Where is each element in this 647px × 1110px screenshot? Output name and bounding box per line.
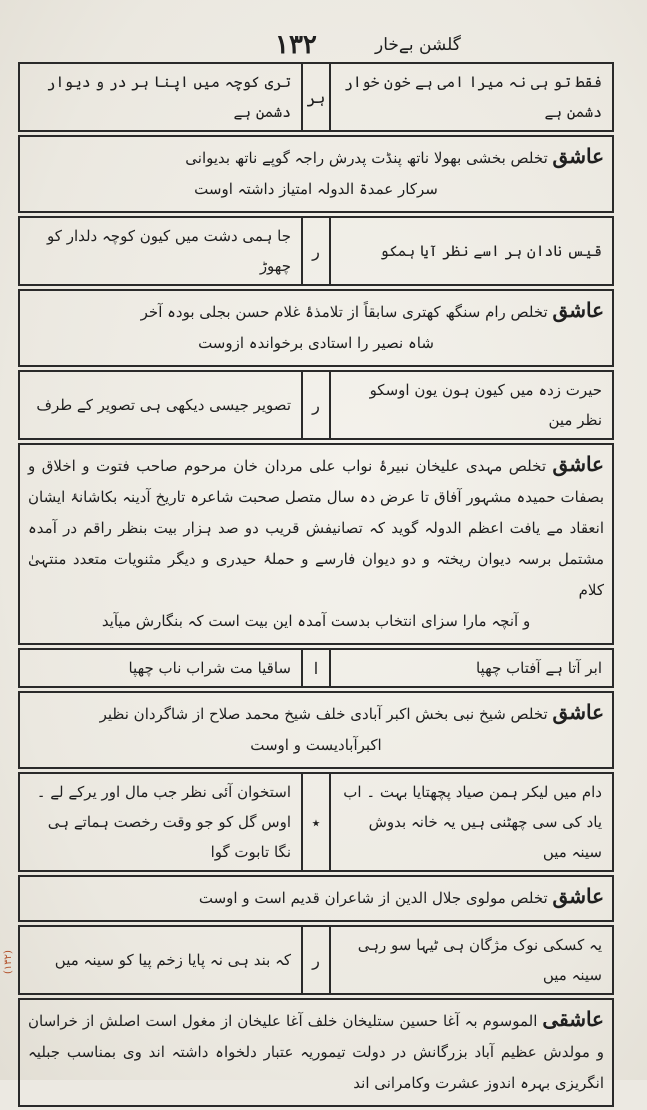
poet-name: عاشق xyxy=(552,144,604,168)
page-header xyxy=(20,28,610,64)
biography-text: الموسوم بہ آغا حسین ستلیخان خلف آغا علیخان از مغول است اصلش از خراسان و مولدش عظیم آباد بزرگانش در دولت تیموریہ عتبار دلخواہ داشتہ اند وی بمناسب جبلیہ انگریزی بہرہ اندوز عشرت وکامرانی اند xyxy=(28,1012,604,1092)
poet-name: عاشق xyxy=(552,700,604,724)
hemistich-left: تری کوچہ میں اپنا ہر در و دیوار دشمن ہے xyxy=(46,73,291,121)
verse-row xyxy=(18,370,614,440)
poet-biography xyxy=(18,443,614,645)
hemistich-right: فقط تو ہی نہ میرا امی ہے خون خوار دشمن ہے xyxy=(344,73,602,121)
poet-biography xyxy=(18,998,614,1107)
biography-closing: شاہ نصیر را استادی برخواندہ ازوست xyxy=(198,334,434,352)
poet-biography xyxy=(18,875,614,922)
biography-closing: سرکار عمدۃ الدولہ امتیاز داشتہ اوست xyxy=(194,180,438,198)
poet-biography xyxy=(18,135,614,213)
biography-closing: و آنچہ مارا سزای انتخاب بدست آمدہ این بیت است کہ بنگارش میآید xyxy=(101,612,531,630)
hemistich-left: استخوان آئی نظر جب مال اور یرکے لے ۔ اوس گل کو جو وقت رخصت ہماتے ہی نگا تابوت گوا xyxy=(36,783,291,861)
running-head: گلشن بےخار xyxy=(375,35,461,55)
hemistich-right: یہ کسکی نوک مژگان ہی ٹیہا سو رہی سینہ میں xyxy=(357,936,602,984)
biography-closing: اکبرآبادیست و اوست xyxy=(250,736,382,754)
hemistich-left: ساقیا مت شراب ناب چھپا xyxy=(128,659,291,677)
page-body xyxy=(18,62,614,1110)
biography-text: تخلص بخشی بھولا ناتھ پنڈت پدرش راجہ گوپے ناتھ بدیوانی xyxy=(185,149,548,167)
poet-name: عاشق xyxy=(552,884,604,908)
verse-separator: ا xyxy=(301,650,331,686)
poet-name: عاشق xyxy=(552,298,604,322)
verse-separator: ہر xyxy=(301,64,331,130)
verse-row xyxy=(18,925,614,995)
hemistich-right: قیس نادان ہر اسے نظر آیا ہمکو xyxy=(380,242,602,260)
verse-separator: ر xyxy=(301,218,331,284)
poet-biography xyxy=(18,691,614,769)
verse-row xyxy=(18,648,614,688)
poet-biography xyxy=(18,289,614,367)
page-number: ١٣٢ xyxy=(275,30,317,60)
verse-separator: ر xyxy=(301,927,331,993)
margin-note: (١٣٢) xyxy=(3,950,14,974)
verse-row xyxy=(18,62,614,132)
hemistich-left: جا ہمی دشت میں کیون کوچہ دلدار کو چھوڑ xyxy=(47,227,291,275)
verse-separator: ٭ xyxy=(301,774,331,870)
verse-separator: ر xyxy=(301,372,331,438)
poet-name: عاشقی xyxy=(542,1007,604,1031)
biography-text: تخلص شیخ نبی بخش اکبر آبادی خلف شیخ محمد صلاح از شاگردان نظیر xyxy=(99,705,548,723)
verse-row xyxy=(18,216,614,286)
poet-name: عاشق xyxy=(552,452,604,476)
biography-text: تخلص مولوی جلال الدین از شاعران قدیم است و اوست xyxy=(198,889,548,907)
hemistich-right: حیرت زدہ میں کیون ہون یون اوسکو نظر مین xyxy=(369,381,602,429)
hemistich-left: کہ بند ہی نہ پایا زخم پیا کو سینہ میں xyxy=(54,951,291,969)
hemistich-left: تصویر جیسی دیکھی ہی تصویر کے طرف xyxy=(36,396,291,414)
biography-text: تخلص رام سنگھ کھتری سابقاً از تلامذۂ غلام حسن بجلی بودہ آخر xyxy=(140,303,548,321)
hemistich-right: ابر آتا ہے آفتاب چھپا xyxy=(475,659,602,677)
verse-row xyxy=(18,772,614,872)
biography-text: تخلص مہدی علیخان نبیرۂ نواب علی مردان خان مرحوم صاحب فتوت و اخلاق و بصفات حمیدہ مشہور آفاق تا عرض دہ سال متصل صحبت شاعرہ تاریخ آدینہ بکاشانۂ ایشان انعقاد مے یافت اعظم الدولہ گوید کہ تصانیفش قریب دو صد ہزار بیت بنظر راقم در آمدہ مشتمل برسہ دیوان ریختہ و دو دیوان فارسے و حملۂ حیدری و دیگر مثنویات متعدد منتہیٰ کلام xyxy=(28,457,604,599)
hemistich-right: دام میں لیکر ہمن صیاد پچھتایا بہت ۔ اب یاد کی سی چھٹنی ہیں یہ خانہ بدوش سینہ میں xyxy=(343,783,602,861)
